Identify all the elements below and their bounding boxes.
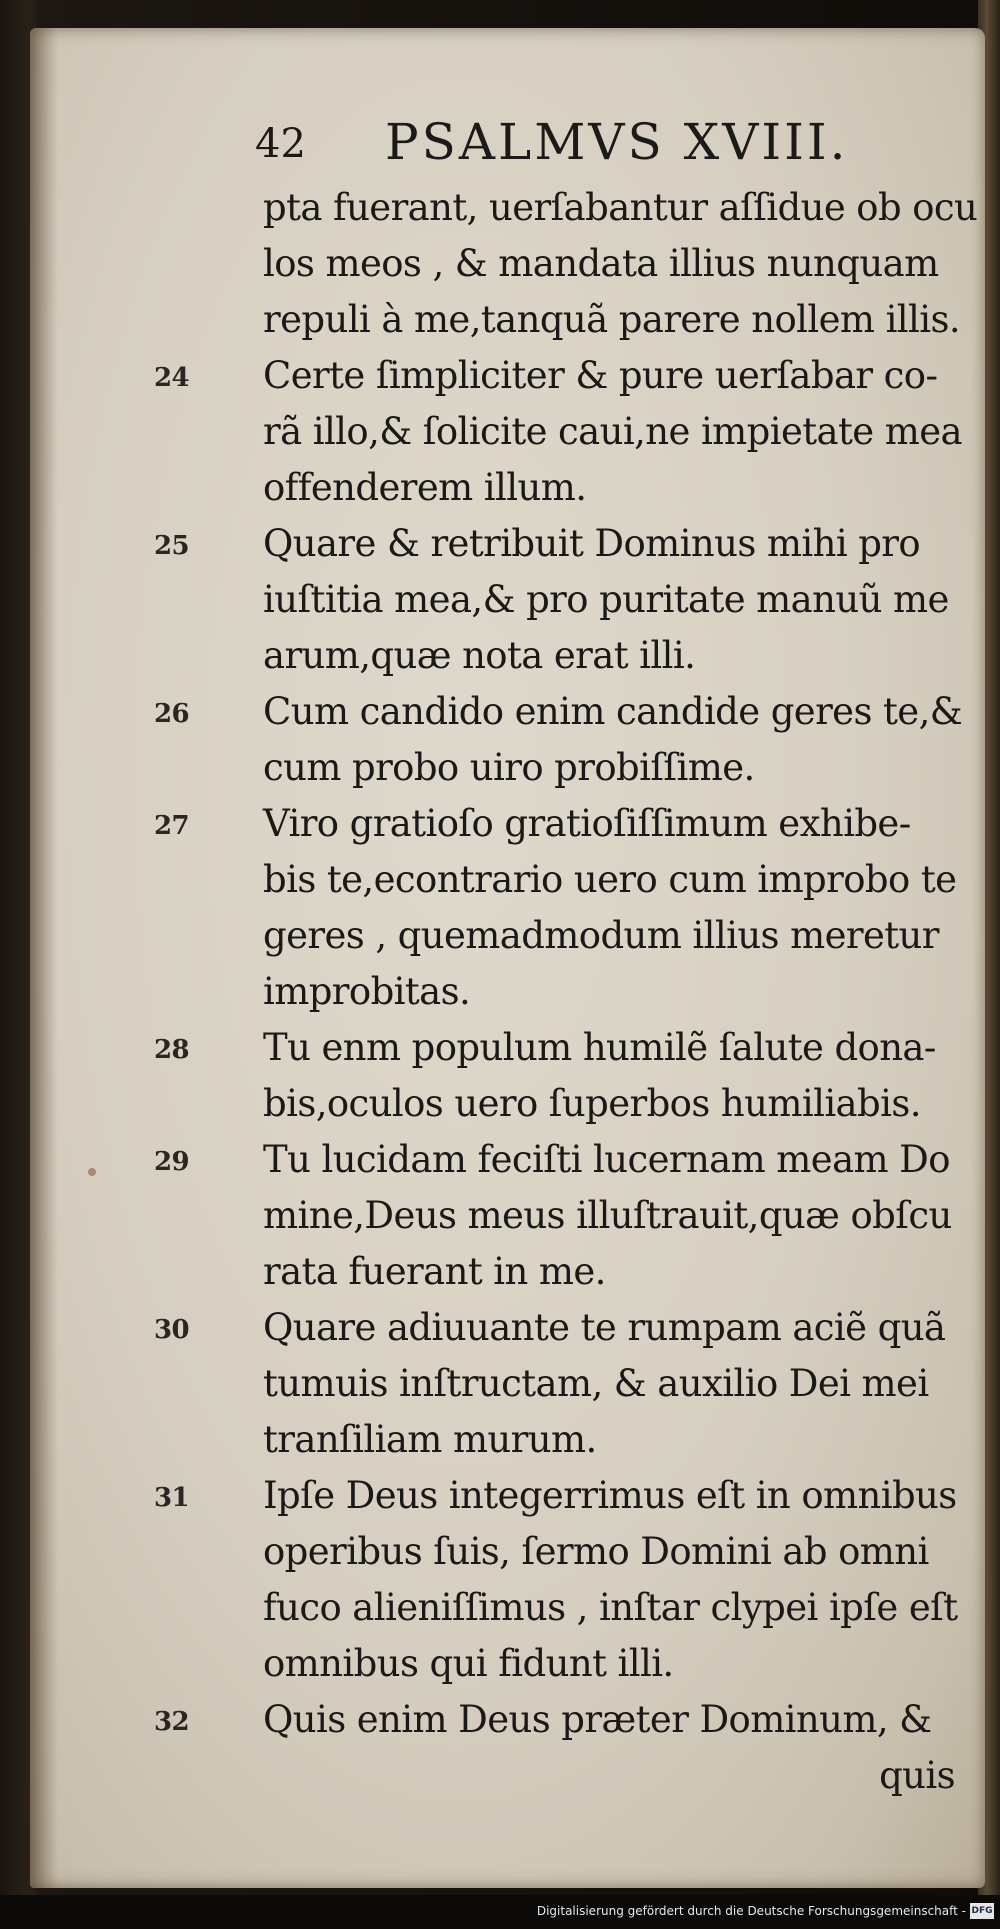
verse-number: 30 — [154, 1315, 189, 1345]
line-text: bis,oculos uero ſuperbos humiliabis. — [263, 1082, 921, 1125]
line-text: Certe ſimpliciter & pure uerſabar co- — [263, 354, 938, 397]
text-line — [154, 1468, 975, 1524]
text-line — [200, 460, 975, 516]
line-text: cum probo uiro probiſſime. — [263, 746, 755, 789]
dfg-logo: DFG — [970, 1903, 994, 1919]
text-line — [200, 1580, 975, 1636]
text-line — [154, 348, 975, 404]
footer-credit: Digitalisierung gefördert durch die Deutsche Forschungsgemeinschaft - — [536, 1904, 966, 1918]
line-text: Quare & retribuit Dominus mihi pro — [263, 522, 921, 565]
text-line — [200, 1356, 975, 1412]
text-line — [200, 740, 975, 796]
text-line — [200, 236, 975, 292]
text-line — [154, 516, 975, 572]
line-text: omnibus qui fidunt illi. — [263, 1642, 674, 1685]
text-line — [200, 1524, 975, 1580]
text-line — [200, 404, 975, 460]
text-line — [154, 1132, 975, 1188]
text-line — [200, 852, 975, 908]
text-line — [200, 180, 978, 236]
line-text: arum,quæ nota erat illi. — [263, 634, 696, 677]
line-text: Tu enm populum humilẽ ſalute dona- — [263, 1026, 936, 1069]
page-gutter-shadow — [30, 28, 58, 1888]
line-text: mine,Deus meus illuſtrauit,quæ obſcu — [263, 1194, 952, 1237]
line-text: Quis enim Deus præter Dominum, & — [263, 1698, 932, 1741]
text-line — [200, 572, 975, 628]
verse-number: 31 — [154, 1483, 189, 1513]
line-text: tranſiliam murum. — [263, 1418, 597, 1461]
line-text: iuſtitia mea,& pro puritate manuũ me — [263, 578, 949, 621]
catchword-line — [200, 1748, 975, 1804]
text-line — [154, 1020, 975, 1076]
verse-number: 25 — [154, 531, 189, 561]
text-line — [154, 796, 975, 852]
text-line — [200, 1636, 975, 1692]
digitization-footer — [0, 1895, 1000, 1929]
line-text: improbitas. — [263, 970, 471, 1013]
text-line — [200, 1412, 975, 1468]
verse-number: 28 — [154, 1035, 189, 1065]
text-line — [154, 684, 975, 740]
book-page — [30, 28, 985, 1888]
line-text: Tu lucidam feciſti lucernam meam Do — [263, 1138, 950, 1181]
line-text: pta fuerant, uerſabantur aſſidue ob ocu — [263, 186, 978, 229]
line-text: fuco alieniſſimus , inſtar clypei ipſe eſt — [263, 1586, 958, 1629]
line-text: tumuis inſtructam, & auxilio Dei mei — [263, 1362, 929, 1405]
text-line — [200, 1076, 975, 1132]
verse-number: 29 — [154, 1147, 189, 1177]
catchword: quis — [879, 1754, 955, 1797]
line-text: geres , quemadmodum illius meretur — [263, 914, 939, 957]
line-text: repuli à me,tanquã parere nollem illis. — [263, 298, 961, 341]
text-line — [200, 1244, 975, 1300]
text-line — [200, 964, 975, 1020]
line-text: Viro gratioſo gratioſiſſimum exhibe- — [263, 802, 911, 845]
line-text: Ipſe Deus integerrimus eſt in omnibus — [263, 1474, 957, 1517]
verse-number: 32 — [154, 1707, 189, 1737]
line-text: bis te,econtrario uero cum improbo te — [263, 858, 957, 901]
line-text: rata fuerant in me. — [263, 1250, 606, 1293]
page-stain — [88, 1168, 96, 1176]
page-number: 42 — [255, 121, 306, 167]
text-line — [200, 908, 975, 964]
text-line — [154, 1300, 975, 1356]
text-line — [200, 1188, 975, 1244]
text-line — [154, 1692, 975, 1748]
line-text: Quare adiuuante te rumpam aciẽ quã — [263, 1306, 946, 1349]
text-line — [200, 292, 975, 348]
verse-number: 24 — [154, 363, 189, 393]
running-head — [255, 103, 955, 173]
line-text: operibus ſuis, ſermo Domini ab omni — [263, 1530, 929, 1573]
text-line — [200, 628, 975, 684]
line-text: rã illo,& ſolicite caui,ne impietate mea — [263, 410, 962, 453]
psalm-text — [154, 180, 978, 1804]
line-text: offenderem illum. — [263, 466, 587, 509]
verse-number: 27 — [154, 811, 189, 841]
page-title: PSALMVS XVIII. — [385, 113, 849, 171]
line-text: Cum candido enim candide geres te,& — [263, 690, 963, 733]
line-text: los meos , & mandata illius nunquam — [263, 242, 939, 285]
verse-number: 26 — [154, 699, 189, 729]
